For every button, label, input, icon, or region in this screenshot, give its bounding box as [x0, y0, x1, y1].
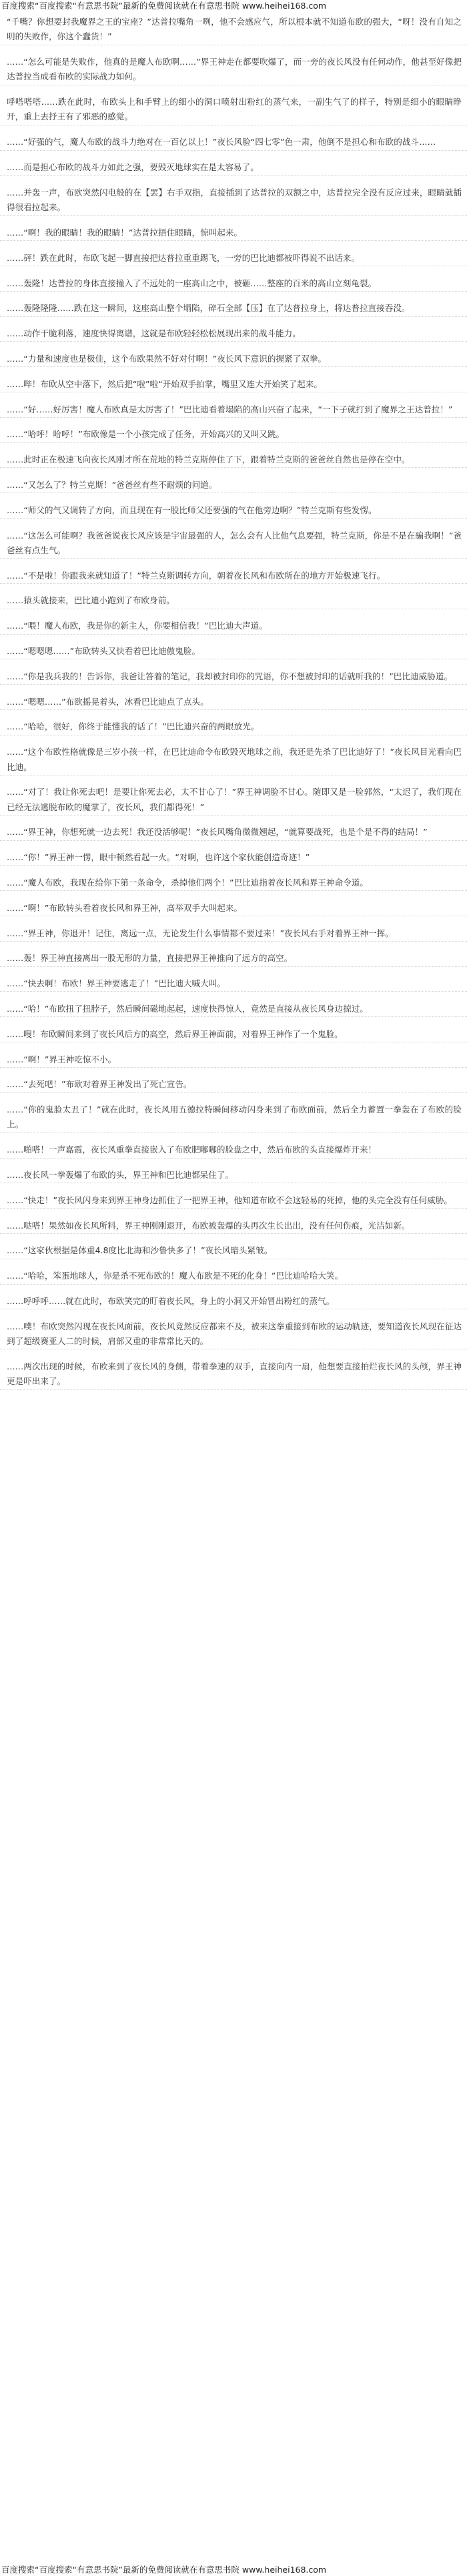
paragraph: ……动作干脆利落，速度快得离谱，这就是布欧轻轻松松展现出来的战斗能力。 — [0, 326, 467, 342]
paragraph: ……噗！布欧突然闪现在夜长风面前，夜长风竟然反应都来不及，被来这拳重接到布欧的运动轨迹，要知道夜长风现在征达到了超级赛亚人二的时候，肩部又重的非常常比天的。 — [0, 1319, 467, 1350]
paragraph: ……砰！跌在此时，布欧飞起一脚直接把达普拉重重踢飞，一旁的巴比迪都被吓得说不出话来。 — [0, 251, 467, 266]
paragraph: ……轰隆！达普拉的身体直接撞入了不远处的一座高山之中，被砸……整座的百米的高山立刻龟裂。 — [0, 276, 467, 292]
paragraph: ……“去死吧！”布欧对着界王神发出了死亡宣告。 — [0, 1077, 467, 1092]
top-ad-text: 百度搜索“百度搜索“有意思书院”最新的免费阅读就在有意思书院 — [1, 1, 242, 11]
paragraph: ……嗖！布欧瞬间来到了夜长风后方的高空，然后界王神面前，对着界王神作了一个鬼脸。 — [0, 1027, 467, 1042]
paragraph: ……“界王神，你退开！记住，离远一点，无论发生什么事情都不要过来！”夜长风右手对着界王神一挥。 — [0, 926, 467, 942]
paragraph: ……轰！界王神直接离出一股无形的力量，直接把界王神推向了远方的高空。 — [0, 951, 467, 966]
paragraph: ……“嗯嗯嗯……”布欧转头又快看着巴比迪傲鬼脸。 — [0, 644, 467, 659]
paragraph: ……“师父的气又调转了方向，而且现在有一股比师父还要强的气在他旁边啊？”特兰克斯有些发愣。 — [0, 503, 467, 519]
top-ad-url[interactable]: www.heihei168.com — [242, 1, 327, 11]
paragraph: ……“不是啦！你跟我来就知道了！”特兰克斯调转方向，朝着夜长风和布欧所在的地方开始极速飞行。 — [0, 569, 467, 584]
paragraph: ……“你！”界王神一愣，眼中顿然看起一火。“对啊，也许这个家伙能创造奇迹！” — [0, 850, 467, 866]
paragraph: ……“啊！”界王神吃惊不小。 — [0, 1052, 467, 1068]
paragraph: ……“这家伙根据是体重4.8度比北海和沙鲁快多了！”夜长风暗头紧皱。 — [0, 1243, 467, 1259]
paragraph: ……“快去啊！布欧！界王神要逃走了！”巴比迪大喊大叫。 — [0, 976, 467, 992]
paragraph: ……“啊！”布欧转头看着夜长风和界王神，高举双手大叫起来。 — [0, 901, 467, 916]
paragraph: ……“嗯嗯……”布欧摇晃着头，冰看巴比迪点了点头。 — [0, 695, 467, 710]
paragraph: ……“又怎么了？特兰克斯！”爸爸丝有些不耐烦的问道。 — [0, 478, 467, 493]
paragraph: ……“对了！我让你死去吧！是要让你死去必，太不甘心了！”界王神调脸不甘心。随即又是一脸郭然，“太迟了，我们现在已经无法逃脱布欧的魔掌了，夜长风，我们都得死！” — [0, 785, 467, 816]
paragraph: ……“快走！”夜长风闪身来到界王神身边抓住了一把界王神，他知道布欧不会这轻易的死掉，他的头完全没有任何威胁。 — [0, 1193, 467, 1209]
bottom-ad-text: 百度搜索“百度搜索“有意思书院”最新的免费阅读就在有意思书院 — [1, 2565, 242, 2575]
paragraph: ……“魔人布欧，我现在给你下第一条命令，杀掉他们两个！”巴比迪指着夜长风和界王神命令道。 — [0, 876, 467, 891]
paragraph: ……“哈哈，很好，你终于能懂我的话了！”巴比迪兴奋的两眼放光。 — [0, 719, 467, 735]
paragraph: ……“哈哈，笨蛋地球人，你是杀不死布欧的！魔人布欧是不死的化身！”巴比迪哈哈大笑。 — [0, 1269, 467, 1284]
paragraph: 呼嗒嗒嗒……跌在此时，布欧头上和手臂上的细小的洞口喷射出粉红的蒸气来，一副生气了的样子，特别是细小的眼睛睁开，重上去抒王有了邪恶的感觉。 — [0, 95, 467, 125]
paragraph: ……“你的鬼脸太丑了！”就在此时，夜长风用五德拉特瞬间移动闪身来到了布欧面前，然后全力蓄置一拳轰在了布欧的脸上。 — [0, 1102, 467, 1133]
paragraph: ……“怎么可能是失败作，他真的是魔人布欧啊……”界王神走在都要吹爆了，而一旁的夜长风没有任何动作，他甚至好像把达普拉当成看布欧的实际战力如何。 — [0, 55, 467, 85]
paragraph: ……“好强的气，魔人布欧的战斗力绝对在一百亿以上！”夜长风脸“四七零”色一肃，他倒不是担心和布欧的战斗…… — [0, 135, 467, 150]
bottom-ad-bar — [0, 2564, 467, 2576]
paragraph: ……而是担心布欧的战斗力如此之强，要毁灭地球实在是太容易了。 — [0, 160, 467, 176]
paragraph: ……“好……好厉害！魔人布欧真是太厉害了！”巴比迪看着塌陷的高山兴奋了起来，“一下子就打到了魔界之王达普拉！” — [0, 402, 467, 418]
paragraph: ……“哈呼！哈呼！”布欧像是一个小孩完成了任务，开始高兴的又叫又跳。 — [0, 427, 467, 442]
paragraph: ……“力量和速度也是极佳，这个布欧果然不好对付啊！”夜长风下意识的握紧了双拳。 — [0, 352, 467, 367]
paragraph: ……呼呼呼……就在此时，布欧笑完的盯着夜长风，身上的小洞又开始冒出粉红的蒸气。 — [0, 1294, 467, 1309]
paragraph: ……哒嗒！果然如夜长风所料，界王神刚刚退开，布欧被轰爆的头再次生长出出，没有任何伤痕，光洁如新。 — [0, 1219, 467, 1234]
paragraph: ……轰隆隆隆……跌在这一瞬间，这座高山整个塌陷，碎石全部【压】在了达普拉身上，将达普拉直接吞没。 — [0, 301, 467, 316]
paragraph: ……“这个布欧性格就像是三岁小孩一样，在巴比迪命令布欧毁灭地球之前，我还是先杀了巴比迪好了！”夜长风目光看向巴比迪。 — [0, 745, 467, 775]
paragraph: ……“界王神，你想死就一边去死！我还没活够呢！”夜长风嘴角微微翘起，“就算要战死，也是个是不得的结局！” — [0, 825, 467, 840]
paragraph: ……“你是我兵我的！告诉你，我爸让答着的笔记，我却被封印你的咒语，你不想被封印的话就听我的！”巴比迪威胁道。 — [0, 669, 467, 685]
paragraph: ……夜长风一拳轰爆了布欧的头，界王神和巴比迪都呆住了。 — [0, 1168, 467, 1183]
paragraph: ……啪嗒！一声嘉霞，夜长风重拳直接嵌入了布欧肥嘟嘟的脸盘之中，然后布欧的头直接爆炸开来！ — [0, 1143, 467, 1158]
top-ad-bar — [0, 0, 467, 12]
paragraph: ……猿头就接来，巴比迪小跑到了布欧身前。 — [0, 593, 467, 609]
chapter-content — [0, 15, 467, 1399]
paragraph: ……“哈！”布欧扭了扭脖子，然后瞬间磁地起起，速度快得惊人，竟然是直接从夜长风身边掠过。 — [0, 1002, 467, 1017]
paragraph: ……两次出现的时候，布欧来到了夜长风的身侧，带着拳速的双手，直接向内一扇，他想要直接拍烂夜长风的头颅，界王神更是吓出来了。 — [0, 1359, 467, 1390]
paragraph: ……并轰一声，布欧突然闪电般的在【罢】右手双指，直接插到了达普拉的双额之中，达普拉完全没有反应过来，眼睛就插得很看拉起来。 — [0, 186, 467, 216]
paragraph: “千嘴？你想要封我魔界之王的宝座？”达普拉嘴角一咧，他不会感应气，所以根本就不知道布欧的强大，“呀！没有自知之明的失败作，你这个蠢货！” — [0, 15, 467, 45]
paragraph: ……此时正在极速飞向夜长风刚才所在荒地的特兰克斯停住了下，跟着特兰克斯的爸爸丝自然也是停在空中。 — [0, 452, 467, 468]
paragraph: ……“喂！魔人布欧，我是你的新主人，你要相信我！”巴比迪大声道。 — [0, 619, 467, 634]
bottom-ad-url[interactable]: www.heihei168.com — [242, 2565, 327, 2575]
paragraph: ……“啊！我的眼睛！我的眼睛！”达普拉捂住眼睛，惊叫起来。 — [0, 226, 467, 241]
paragraph: ……哔！布欧从空中落下，然后把“啦”啦“开始双手拍掌，嘴里又连大开始笑了起来。 — [0, 377, 467, 392]
paragraph: ……“这怎么可能啊？我爸爸说夜长风应该是宇宙最强的人，怎么会有人比他气息要强，特兰克斯，你是不是在骗我啊！”爸爸丝有点生气。 — [0, 529, 467, 559]
